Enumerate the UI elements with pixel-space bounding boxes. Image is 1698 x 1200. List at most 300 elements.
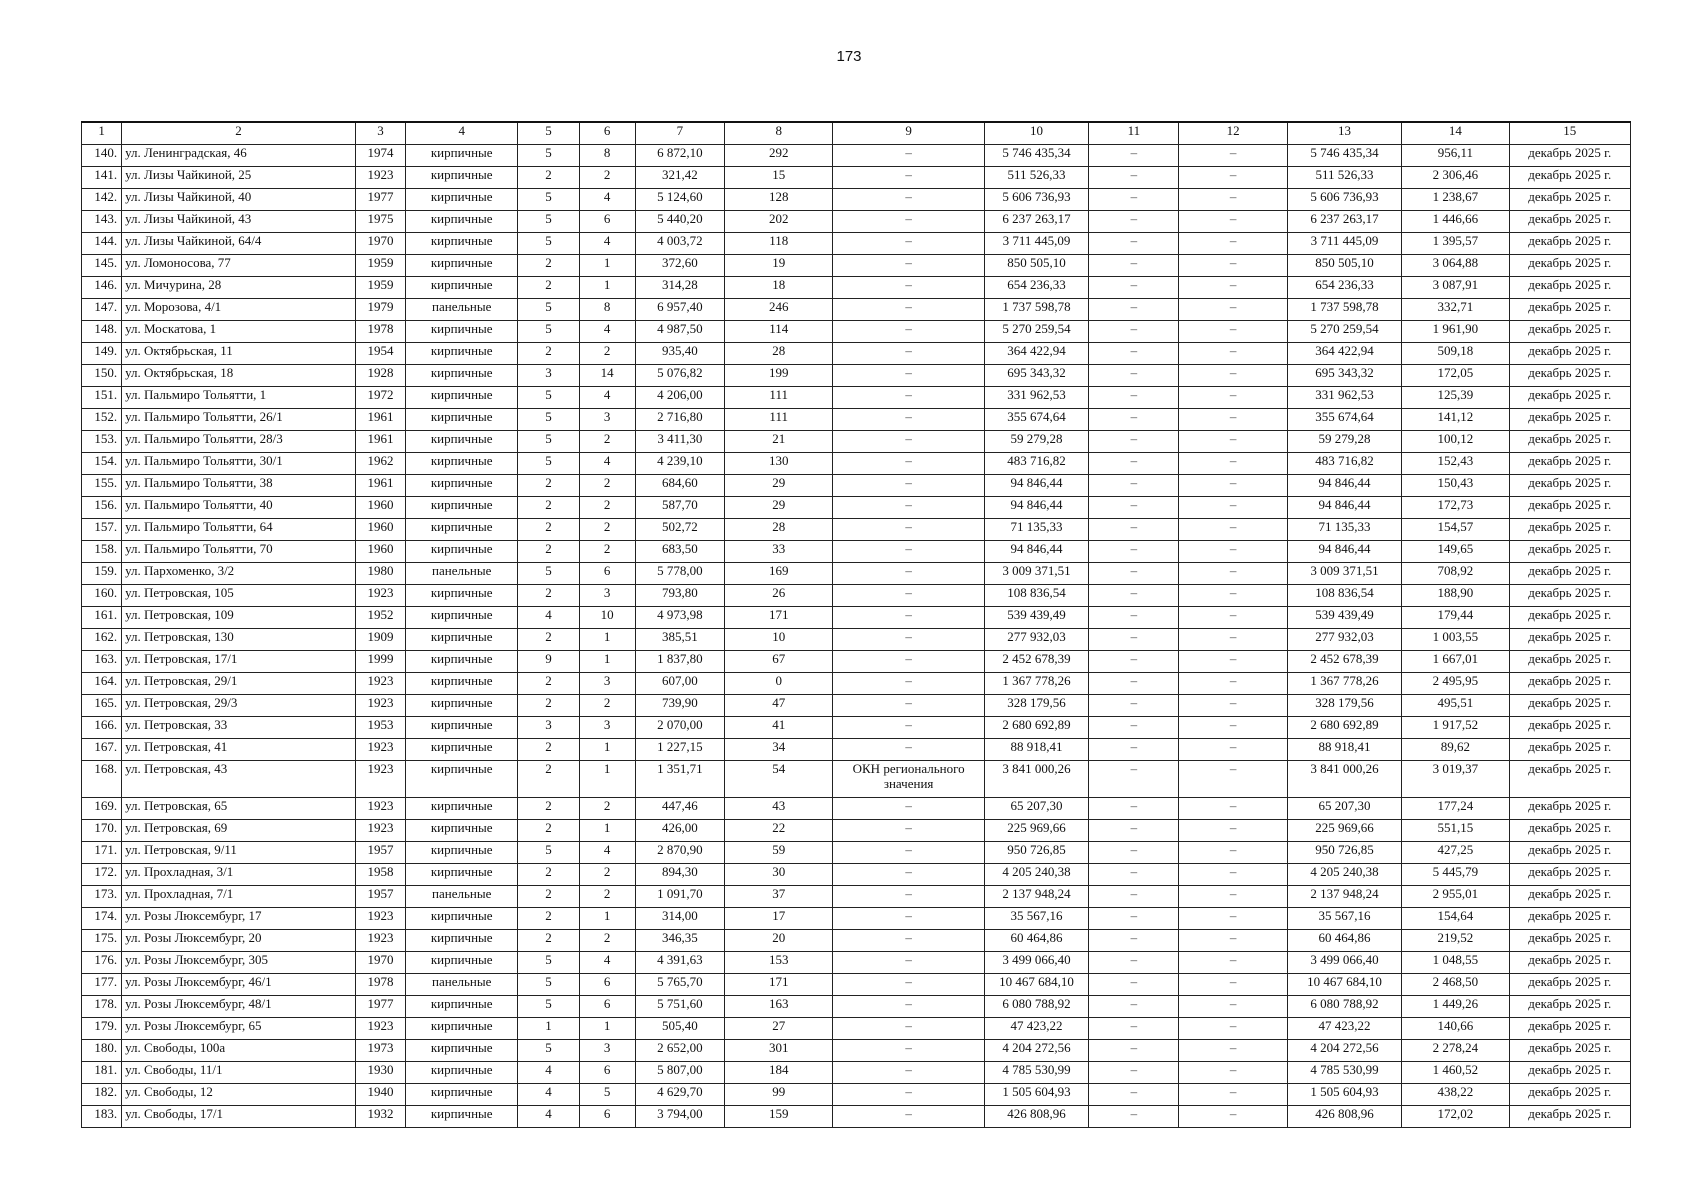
table-cell: 684,60 xyxy=(635,475,724,497)
table-cell: 511 526,33 xyxy=(984,167,1088,189)
table-cell: 165. xyxy=(82,695,122,717)
table-row xyxy=(82,651,1631,673)
table-cell: – xyxy=(1179,717,1287,739)
table-cell: ул. Лизы Чайкиной, 43 xyxy=(122,211,356,233)
table-cell: 1 xyxy=(579,739,635,761)
table-cell: 159 xyxy=(725,1106,833,1128)
table-cell: 6 237 263,17 xyxy=(1287,211,1401,233)
table-cell: 1 003,55 xyxy=(1402,629,1509,651)
table-cell: 2 xyxy=(579,930,635,952)
table-cell: 2 xyxy=(579,431,635,453)
table-cell: 111 xyxy=(725,387,833,409)
table-cell: декабрь 2025 г. xyxy=(1509,1084,1630,1106)
table-cell: 142. xyxy=(82,189,122,211)
table-cell: ОКН регионального значения xyxy=(833,761,984,798)
table-cell: 1978 xyxy=(355,321,405,343)
table-cell: – xyxy=(1179,629,1287,651)
table-cell: ул. Октябрьская, 11 xyxy=(122,343,356,365)
table-cell: 27 xyxy=(725,1018,833,1040)
table-cell: декабрь 2025 г. xyxy=(1509,321,1630,343)
table-cell: – xyxy=(1179,864,1287,886)
table-cell: ул. Петровская, 109 xyxy=(122,607,356,629)
table-cell: – xyxy=(833,607,984,629)
table-cell: декабрь 2025 г. xyxy=(1509,211,1630,233)
table-cell: 6 xyxy=(579,996,635,1018)
table-cell: – xyxy=(833,673,984,695)
table-cell: кирпичные xyxy=(406,233,518,255)
table-cell: 2 xyxy=(518,798,579,820)
table-cell: декабрь 2025 г. xyxy=(1509,842,1630,864)
table-cell: кирпичные xyxy=(406,820,518,842)
table-row xyxy=(82,996,1631,1018)
table-cell: ул. Пальмиро Тольятти, 70 xyxy=(122,541,356,563)
table-cell: кирпичные xyxy=(406,1018,518,1040)
table-cell: ул. Петровская, 33 xyxy=(122,717,356,739)
table-cell: декабрь 2025 г. xyxy=(1509,585,1630,607)
table-cell: 328 179,56 xyxy=(984,695,1088,717)
table-cell: кирпичные xyxy=(406,1040,518,1062)
table-cell: 67 xyxy=(725,651,833,673)
table-cell: 22 xyxy=(725,820,833,842)
table-cell: декабрь 2025 г. xyxy=(1509,167,1630,189)
table-cell: 1923 xyxy=(355,1018,405,1040)
table-cell: 4 xyxy=(579,453,635,475)
table-row xyxy=(82,673,1631,695)
table-cell: 5 076,82 xyxy=(635,365,724,387)
table-row xyxy=(82,717,1631,739)
table-cell: декабрь 2025 г. xyxy=(1509,820,1630,842)
table-cell: 5 440,20 xyxy=(635,211,724,233)
table-cell: декабрь 2025 г. xyxy=(1509,798,1630,820)
table-cell: 850 505,10 xyxy=(1287,255,1401,277)
table-cell: 199 xyxy=(725,365,833,387)
table-cell: – xyxy=(1179,798,1287,820)
table-cell: 1977 xyxy=(355,189,405,211)
table-cell: 654 236,33 xyxy=(984,277,1088,299)
table-cell: – xyxy=(1179,930,1287,952)
table-cell: 154,57 xyxy=(1402,519,1509,541)
table-cell: 33 xyxy=(725,541,833,563)
table-cell: 6 xyxy=(579,211,635,233)
table-cell: 1973 xyxy=(355,1040,405,1062)
table-cell: декабрь 2025 г. xyxy=(1509,761,1630,798)
table-cell: 4 205 240,38 xyxy=(1287,864,1401,886)
table-cell: кирпичные xyxy=(406,629,518,651)
table-cell: кирпичные xyxy=(406,695,518,717)
table-cell: 2 xyxy=(518,475,579,497)
table-cell: – xyxy=(1089,739,1179,761)
table-cell: 1961 xyxy=(355,475,405,497)
table-cell: – xyxy=(1179,409,1287,431)
table-cell: 59 xyxy=(725,842,833,864)
table-cell: 321,42 xyxy=(635,167,724,189)
table-cell: 2 452 678,39 xyxy=(984,651,1088,673)
table-cell: 10 467 684,10 xyxy=(1287,974,1401,996)
table-cell: 171. xyxy=(82,842,122,864)
table-cell: – xyxy=(833,453,984,475)
column-header: 9 xyxy=(833,122,984,145)
table-cell: – xyxy=(1179,233,1287,255)
table-cell: 509,18 xyxy=(1402,343,1509,365)
table-cell: 1 505 604,93 xyxy=(984,1084,1088,1106)
table-cell: – xyxy=(1089,1062,1179,1084)
table-cell: 5 746 435,34 xyxy=(984,145,1088,167)
table-cell: 140,66 xyxy=(1402,1018,1509,1040)
table-row xyxy=(82,1106,1631,1128)
table-cell: – xyxy=(1179,519,1287,541)
table-cell: – xyxy=(833,930,984,952)
table-cell: 1 227,15 xyxy=(635,739,724,761)
table-cell: 5 xyxy=(518,189,579,211)
table-row xyxy=(82,607,1631,629)
table-cell: декабрь 2025 г. xyxy=(1509,475,1630,497)
table-cell: ул. Октябрьская, 18 xyxy=(122,365,356,387)
table-cell: 1 xyxy=(579,1018,635,1040)
table-cell: – xyxy=(1089,974,1179,996)
table-cell: – xyxy=(1179,431,1287,453)
table-cell: 5 778,00 xyxy=(635,563,724,585)
table-cell: – xyxy=(1089,277,1179,299)
table-cell: 111 xyxy=(725,409,833,431)
table-cell: – xyxy=(1179,996,1287,1018)
table-cell: ул. Москатова, 1 xyxy=(122,321,356,343)
table-cell: 4 xyxy=(518,1106,579,1128)
table-cell: 4 xyxy=(518,1084,579,1106)
table-cell: 141. xyxy=(82,167,122,189)
table-cell: 94 846,44 xyxy=(1287,475,1401,497)
table-cell: 4 973,98 xyxy=(635,607,724,629)
table-cell: – xyxy=(1179,299,1287,321)
table-cell: 2 716,80 xyxy=(635,409,724,431)
table-cell: 155. xyxy=(82,475,122,497)
table-cell: 159. xyxy=(82,563,122,585)
table-cell: – xyxy=(833,299,984,321)
table-cell: 1 737 598,78 xyxy=(984,299,1088,321)
table-cell: 154. xyxy=(82,453,122,475)
table-cell: 5 124,60 xyxy=(635,189,724,211)
table-cell: 128 xyxy=(725,189,833,211)
table-cell: 140. xyxy=(82,145,122,167)
table-cell: ул. Петровская, 9/11 xyxy=(122,842,356,864)
table-cell: 894,30 xyxy=(635,864,724,886)
table-cell: – xyxy=(833,321,984,343)
table-cell: кирпичные xyxy=(406,1062,518,1084)
table-cell: 426 808,96 xyxy=(1287,1106,1401,1128)
table-cell: 1 351,71 xyxy=(635,761,724,798)
table-cell: – xyxy=(1089,145,1179,167)
table-cell: 1960 xyxy=(355,519,405,541)
column-header: 2 xyxy=(122,122,356,145)
table-cell: 29 xyxy=(725,497,833,519)
table-cell: 89,62 xyxy=(1402,739,1509,761)
table-cell: кирпичные xyxy=(406,497,518,519)
table-cell: 148. xyxy=(82,321,122,343)
table-cell: 1972 xyxy=(355,387,405,409)
table-cell: – xyxy=(1089,761,1179,798)
table-cell: кирпичные xyxy=(406,996,518,1018)
table-cell: 114 xyxy=(725,321,833,343)
table-cell: 277 932,03 xyxy=(984,629,1088,651)
table-row xyxy=(82,974,1631,996)
table-cell: 1957 xyxy=(355,842,405,864)
table-cell: – xyxy=(1179,761,1287,798)
table-cell: 1980 xyxy=(355,563,405,585)
table-cell: – xyxy=(1179,585,1287,607)
table-cell: 1923 xyxy=(355,798,405,820)
table-row xyxy=(82,519,1631,541)
table-cell: 15 xyxy=(725,167,833,189)
table-row xyxy=(82,255,1631,277)
table-cell: 5 xyxy=(518,299,579,321)
table-cell: 1960 xyxy=(355,497,405,519)
table-cell: 4 204 272,56 xyxy=(984,1040,1088,1062)
table-row xyxy=(82,739,1631,761)
table-cell: 179. xyxy=(82,1018,122,1040)
table-cell: 35 567,16 xyxy=(984,908,1088,930)
table-cell: 314,00 xyxy=(635,908,724,930)
table-cell: ул. Петровская, 105 xyxy=(122,585,356,607)
table-cell: – xyxy=(1089,1106,1179,1128)
table-cell: 607,00 xyxy=(635,673,724,695)
table-cell: 1923 xyxy=(355,585,405,607)
table-cell: 143. xyxy=(82,211,122,233)
table-cell: 60 464,86 xyxy=(1287,930,1401,952)
table-cell: декабрь 2025 г. xyxy=(1509,651,1630,673)
table-cell: декабрь 2025 г. xyxy=(1509,717,1630,739)
table-cell: 2 xyxy=(518,908,579,930)
table-cell: 551,15 xyxy=(1402,820,1509,842)
table-cell: 172,05 xyxy=(1402,365,1509,387)
table-cell: 4 003,72 xyxy=(635,233,724,255)
table-cell: 14 xyxy=(579,365,635,387)
table-cell: – xyxy=(1179,277,1287,299)
table-cell: декабрь 2025 г. xyxy=(1509,864,1630,886)
column-header: 7 xyxy=(635,122,724,145)
table-cell: ул. Петровская, 29/1 xyxy=(122,673,356,695)
table-cell: 1953 xyxy=(355,717,405,739)
table-cell: 54 xyxy=(725,761,833,798)
table-cell: декабрь 2025 г. xyxy=(1509,299,1630,321)
table-cell: – xyxy=(1089,717,1179,739)
table-cell: декабрь 2025 г. xyxy=(1509,541,1630,563)
housing-table xyxy=(81,121,1631,1128)
table-cell: 3 711 445,09 xyxy=(1287,233,1401,255)
table-cell: – xyxy=(833,145,984,167)
table-cell: 5 807,00 xyxy=(635,1062,724,1084)
table-cell: – xyxy=(833,629,984,651)
table-cell: 1923 xyxy=(355,673,405,695)
table-cell: 2 xyxy=(518,761,579,798)
table-cell: 3 xyxy=(579,409,635,431)
table-cell: кирпичные xyxy=(406,673,518,695)
table-cell: 3 xyxy=(579,673,635,695)
table-cell: 2 xyxy=(518,695,579,717)
table-cell: декабрь 2025 г. xyxy=(1509,277,1630,299)
table-cell: ул. Петровская, 65 xyxy=(122,798,356,820)
table-cell: 4 xyxy=(579,233,635,255)
table-cell: – xyxy=(833,541,984,563)
table-cell: – xyxy=(1089,952,1179,974)
table-cell: 1 446,66 xyxy=(1402,211,1509,233)
table-cell: ул. Пальмиро Тольятти, 30/1 xyxy=(122,453,356,475)
table-cell: – xyxy=(1089,167,1179,189)
table-cell: кирпичные xyxy=(406,453,518,475)
table-row xyxy=(82,189,1631,211)
table-cell: 1979 xyxy=(355,299,405,321)
table-cell: декабрь 2025 г. xyxy=(1509,952,1630,974)
table-cell: 346,35 xyxy=(635,930,724,952)
table-cell: 5 xyxy=(518,387,579,409)
table-cell: 164. xyxy=(82,673,122,695)
table-cell: 2 xyxy=(579,519,635,541)
table-row xyxy=(82,695,1631,717)
table-cell: 29 xyxy=(725,475,833,497)
table-cell: 5 xyxy=(518,952,579,974)
table-cell: декабрь 2025 г. xyxy=(1509,563,1630,585)
table-cell: 1 xyxy=(579,908,635,930)
table-row xyxy=(82,211,1631,233)
table-cell: 5 xyxy=(518,233,579,255)
table-cell: – xyxy=(1179,974,1287,996)
table-cell: 364 422,94 xyxy=(1287,343,1401,365)
table-cell: 174. xyxy=(82,908,122,930)
table-row xyxy=(82,1084,1631,1106)
table-cell: 385,51 xyxy=(635,629,724,651)
table-row xyxy=(82,563,1631,585)
table-cell: 1970 xyxy=(355,952,405,974)
table-cell: кирпичные xyxy=(406,409,518,431)
table-cell: 8 xyxy=(579,299,635,321)
table-cell: 1 667,01 xyxy=(1402,651,1509,673)
table-cell: – xyxy=(833,820,984,842)
table-cell: кирпичные xyxy=(406,189,518,211)
table-cell: 956,11 xyxy=(1402,145,1509,167)
table-cell: 6 xyxy=(579,1106,635,1128)
table-cell: ул. Пальмиро Тольятти, 64 xyxy=(122,519,356,541)
table-cell: кирпичные xyxy=(406,365,518,387)
table-cell: декабрь 2025 г. xyxy=(1509,673,1630,695)
table-cell: 2 xyxy=(579,475,635,497)
table-cell: кирпичные xyxy=(406,908,518,930)
table-cell: 2 xyxy=(518,585,579,607)
table-cell: 4 785 530,99 xyxy=(1287,1062,1401,1084)
table-cell: – xyxy=(1179,651,1287,673)
table-cell: 1928 xyxy=(355,365,405,387)
table-cell: 1 238,67 xyxy=(1402,189,1509,211)
table-cell: – xyxy=(1089,864,1179,886)
table-cell: 505,40 xyxy=(635,1018,724,1040)
table-cell: декабрь 2025 г. xyxy=(1509,695,1630,717)
table-row xyxy=(82,930,1631,952)
table-cell: 2 xyxy=(579,864,635,886)
table-cell: 483 716,82 xyxy=(984,453,1088,475)
table-cell: 3 009 371,51 xyxy=(1287,563,1401,585)
table-cell: – xyxy=(833,695,984,717)
table-cell: декабрь 2025 г. xyxy=(1509,387,1630,409)
table-cell: 108 836,54 xyxy=(984,585,1088,607)
table-cell: 5 xyxy=(518,145,579,167)
table-cell: кирпичные xyxy=(406,842,518,864)
table-cell: кирпичные xyxy=(406,277,518,299)
table-cell: 19 xyxy=(725,255,833,277)
table-cell: – xyxy=(1179,563,1287,585)
table-cell: 141,12 xyxy=(1402,409,1509,431)
table-cell: 2 495,95 xyxy=(1402,673,1509,695)
table-cell: 1 091,70 xyxy=(635,886,724,908)
table-cell: – xyxy=(1089,908,1179,930)
table-cell: 2 870,90 xyxy=(635,842,724,864)
table-cell: 1 xyxy=(579,820,635,842)
table-cell: 1909 xyxy=(355,629,405,651)
table-cell: декабрь 2025 г. xyxy=(1509,1018,1630,1040)
table-cell: 151. xyxy=(82,387,122,409)
table-cell: – xyxy=(833,189,984,211)
column-header: 1 xyxy=(82,122,122,145)
table-cell: 108 836,54 xyxy=(1287,585,1401,607)
table-cell: 1 xyxy=(579,651,635,673)
table-cell: декабрь 2025 г. xyxy=(1509,145,1630,167)
table-cell: 1 737 598,78 xyxy=(1287,299,1401,321)
table-cell: 179,44 xyxy=(1402,607,1509,629)
table-cell: – xyxy=(1089,387,1179,409)
table-cell: 364 422,94 xyxy=(984,343,1088,365)
table-cell: ул. Пальмиро Тольятти, 28/3 xyxy=(122,431,356,453)
table-cell: 152. xyxy=(82,409,122,431)
table-cell: 355 674,64 xyxy=(1287,409,1401,431)
table-cell: 1 xyxy=(579,277,635,299)
table-cell: 332,71 xyxy=(1402,299,1509,321)
table-cell: 438,22 xyxy=(1402,1084,1509,1106)
table-cell: декабрь 2025 г. xyxy=(1509,996,1630,1018)
table-cell: декабрь 2025 г. xyxy=(1509,255,1630,277)
table-cell: 188,90 xyxy=(1402,585,1509,607)
table-cell: 5 xyxy=(518,431,579,453)
table-row xyxy=(82,798,1631,820)
table-cell: кирпичные xyxy=(406,761,518,798)
table-row xyxy=(82,277,1631,299)
table-cell: – xyxy=(1179,211,1287,233)
table-cell: 181. xyxy=(82,1062,122,1084)
table-cell: 18 xyxy=(725,277,833,299)
table-cell: 2 680 692,89 xyxy=(1287,717,1401,739)
table-cell: 94 846,44 xyxy=(1287,497,1401,519)
table-cell: кирпичные xyxy=(406,431,518,453)
table-cell: 146. xyxy=(82,277,122,299)
table-cell: 5 xyxy=(518,321,579,343)
table-cell: 372,60 xyxy=(635,255,724,277)
table-cell: кирпичные xyxy=(406,145,518,167)
table-cell: 1 367 778,26 xyxy=(1287,673,1401,695)
table-cell: 935,40 xyxy=(635,343,724,365)
table-cell: 219,52 xyxy=(1402,930,1509,952)
table-cell: 94 846,44 xyxy=(984,541,1088,563)
table-cell: 739,90 xyxy=(635,695,724,717)
table-cell: 4 987,50 xyxy=(635,321,724,343)
table-cell: декабрь 2025 г. xyxy=(1509,607,1630,629)
table-cell: – xyxy=(1179,1040,1287,1062)
table-row xyxy=(82,321,1631,343)
table-cell: декабрь 2025 г. xyxy=(1509,409,1630,431)
table-cell: – xyxy=(833,409,984,431)
table-cell: 175. xyxy=(82,930,122,952)
table-cell: 5 xyxy=(518,996,579,1018)
table-row xyxy=(82,453,1631,475)
table-cell: – xyxy=(833,431,984,453)
table-cell: – xyxy=(1179,908,1287,930)
table-cell: 150,43 xyxy=(1402,475,1509,497)
table-cell: ул. Петровская, 69 xyxy=(122,820,356,842)
table-cell: – xyxy=(833,233,984,255)
